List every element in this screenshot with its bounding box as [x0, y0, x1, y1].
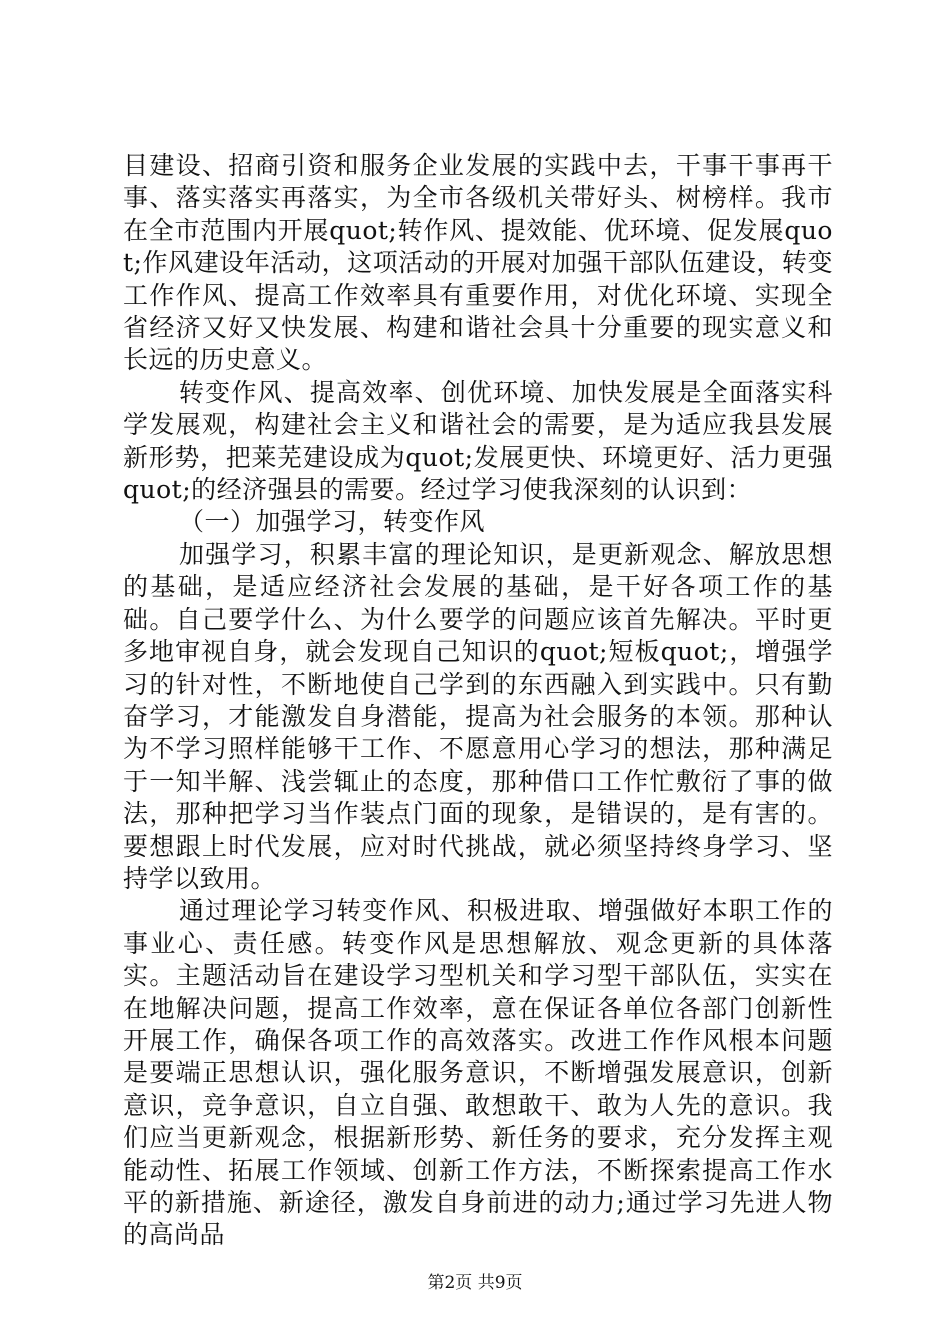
paragraph-strengthen-learning: 加强学习，积累丰富的理论知识，是更新观念、解放思想的基础，是适应经济社会发展的基础，是干好各项工作的基础。自己要学什么、为什么要学的问题应该首先解决。平时更多地审视自身，就会发现自己知识的quot;短板quot;，增强学习的针对性，不断地使自己学到的东西融入到实践中。只有勤奋学习，才能激发自身潜能，提高为社会服务的本领。那种认为不学习照样能够干工作、不愿意用心学习的想法，那种满足于一知半解、浅尝辄止的态度，那种借口工作忙敷衍了事的做法，那种把学习当作装点门面的现象，是错误的，是有害的。要想跟上时代发展，应对时代挑战，就必须坚持终身学习、坚持学以致用。	[123, 539, 833, 893]
page-footer: 第2页 共9页	[427, 1273, 523, 1293]
paragraph-continuation: 目建设、招商引资和服务企业发展的实践中去，干事干事再干事、落实落实再落实，为全市各级机关带好头、树榜样。我市在全市范围内开展quot;转作风、提效能、优环境、促发展quot;作风建设年活动，这项活动的开展对加强干部队伍建设，转变工作作风、提高工作效率具有重要作用，对优化环境、实现全省经济又好又快发展、构建和谐社会具十分重要的现实意义和长远的历史意义。	[123, 151, 833, 375]
paragraph-theory-study: 通过理论学习转变作风、积极进取、增强做好本职工作的事业心、责任感。转变作风是思想解放、观念更新的具体落实。主题活动旨在建设学习型机关和学习型干部队伍，实实在在地解决问题，提高工作效率，意在保证各单位各部门创新性开展工作，确保各项工作的高效落实。改进工作作风根本问题是要端正思想认识，强化服务意识，不断增强发展意识，创新意识，竞争意识，自立自强、敢想敢干、敢为人先的意识。我们应当更新观念，根据新形势、新任务的要求，充分发挥主观能动性、拓展工作领域、创新工作方法，不断探索提高工作水平的新措施、新途径，激发自身前进的动力;通过学习先进人物的高尚品	[123, 896, 833, 1250]
section-heading: （一）加强学习，转变作风	[179, 507, 486, 537]
paragraph-transform-style: 转变作风、提高效率、创优环境、加快发展是全面落实科学发展观，构建社会主义和谐社会的需要，是为适应我县发展新形势，把莱芜建设成为quot;发展更快、环境更好、活力更强quot;的经济强县的需要。经过学习使我深刻的认识到：	[123, 377, 833, 505]
document-body	[123, 150, 833, 1252]
